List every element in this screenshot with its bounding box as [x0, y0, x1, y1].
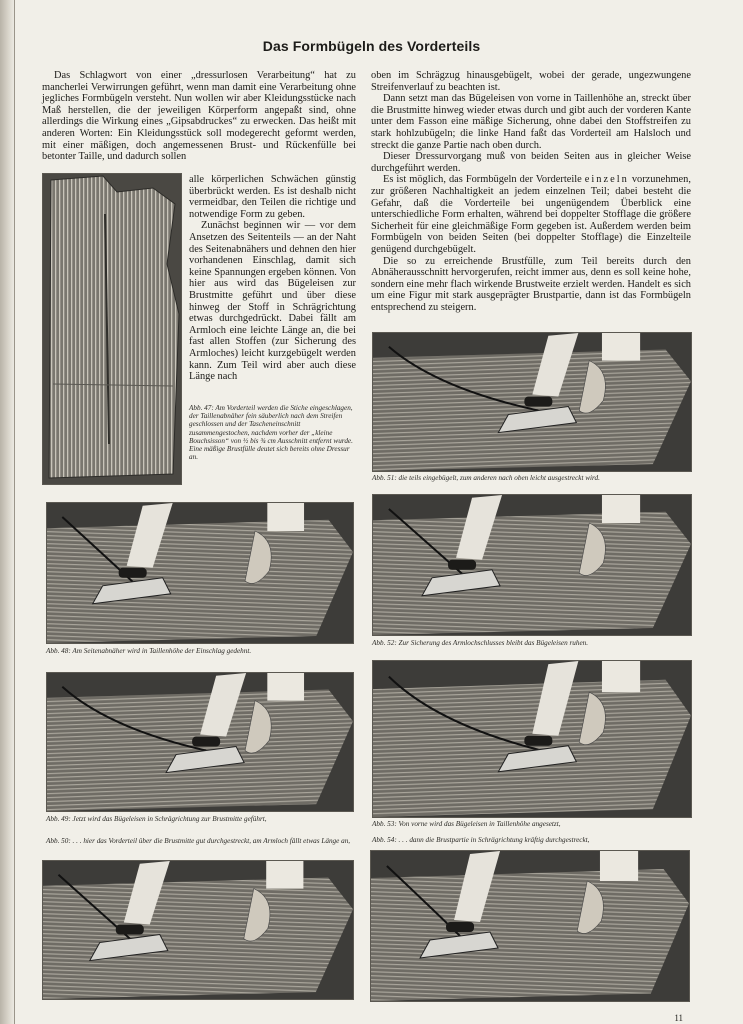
figure-50-caption: Abb. 50: . . . hier das Vorderteil über die Brustmitte gut durchgestreckt, am Armloch fällt etwas Länge an,	[46, 837, 351, 845]
figure-49-caption: Abb. 49: Jetzt wird das Bügeleisen in Schrägrichtung zur Brustmitte geführt,	[46, 815, 267, 823]
figure-52-caption: Abb. 52: Zur Sicherung des Armlochschlusses bleibt das Bügeleisen ruhen.	[372, 639, 589, 647]
figure-50-photo	[42, 860, 354, 1000]
page-binding-edge	[14, 0, 15, 1024]
paragraph: oben im Schrägzug hinausgebügelt, wobei der gerade, ungezwungene Streifenverlauf zu beachten ist.	[371, 70, 691, 93]
page-binding-shadow	[0, 0, 14, 1024]
paragraph-part: Es ist möglich, das Formbügeln der Vorderteile	[383, 174, 582, 186]
figure-47-photo	[42, 173, 182, 485]
page-title: Das Formbügeln des Vorderteils	[262, 38, 481, 54]
paragraph: Dann setzt man das Bügeleisen von vorne in Taillenhöhe an, streckt über die Brustmitte hinweg wieder etwas durch und gibt auch der vorderen Kante unter dem Fasson eine mäßige Sicherung, ohne dabei den Stoffstreifen zu stark hohlzubügeln; die linke Hand faßt das Vorderteil am Halsloch und streckt die ganze Partie nach oben durch.	[371, 93, 691, 151]
left-column-wrap	[189, 174, 356, 383]
figure-48-photo	[46, 502, 354, 644]
paragraph: Zunächst beginnen wir — vor dem Ansetzen des Seitenteils — an der Naht des Seitenabnähers und dehnen den hier vorhandenen Einschlag, damit sich keine Spannungen ergeben können. Von hier aus wird das Bügeleisen zur Brustmitte geführt und über diese hinweg der Stoff in Schrägrichtung etwas durchgedrückt. Dabei fällt am Armloch eine leichte Länge an, die bei fast allen Stoffen (zur Sicherung des Armloches) leicht kurzgebügelt werden kann. Zum Teil wird aber auch diese Länge nach	[189, 220, 356, 383]
figure-54-caption: Abb. 54: . . . dann die Brustpartie in Schrägrichtung kräftig durchgestreckt,	[372, 836, 590, 844]
paragraph: alle körperlichen Schwächen günstig überbrückt werden. Es ist deshalb nicht vermeidbar, den Teilen die richtige und notwendige Form zu geben.	[189, 174, 356, 220]
left-column-intro	[42, 70, 356, 163]
page-number: 11	[674, 1013, 683, 1023]
figure-53-caption: Abb. 53: Von vorne wird das Bügeleisen in Taillenhöhe angesetzt,	[372, 820, 561, 828]
figure-48-caption: Abb. 48: Am Seitenabnäher wird in Taillenhöhe der Einschlag gedehnt.	[46, 647, 252, 655]
paragraph: Das Schlagwort von einer „dressurlosen Verarbeitung“ hat zu mancherlei Verwirrungen geführt, wenn man damit eine Verarbeitung ohne jegliches Formbügeln versteht. Nun wollen wir aber Kleidungsstücke nach Maß herstellen, die der jeweiligen Körperform angepaßt sind, ohne allerdings die Wirkung eines „Gipsabdruckes“ zu erwecken. Das heißt mit anderen Worten: Ein Kleidungsstück soll modegerecht geformt werden, mit einer mäßigen, doch angemessenen Brust- und Rückenfülle bei betonter Taille, und dadurch sollen	[42, 70, 356, 163]
figure-51-caption: Abb. 51: die teils eingebügelt, zum anderen nach oben leicht ausgestreckt wird.	[372, 474, 600, 482]
figure-52-photo	[372, 494, 692, 636]
figure-49-photo	[46, 672, 354, 812]
paragraph: Die so zu erreichende Brustfülle, zum Teil bereits durch den Abnäherausschnitt hervorgerufen, reicht immer aus, denn es soll keine hohe, sondern eine mehr flach wirkende Brustweite erzielt werden. Handelt es sich um eine Figur mit stark ausgeprägter Brustpartie, dann ist das Formbügeln entsprechend zu steigern.	[371, 255, 691, 313]
figure-47-caption: Abb. 47: Am Vorderteil werden die Stiche eingeschlagen, der Taillenabnäher fein säuberlich nach dem Streifen geschlossen und der Tascheneinschnitt zusammengestochen, nachdem vorher der „kleine Bouchsisson“ von ½ bis ¾ cm Ausschnitt entfernt wurde. Eine mäßige Brustfülle deutet sich bereits ohne Dressur an.	[189, 404, 353, 462]
right-column-text	[371, 70, 691, 313]
paragraph-part: vorzunehmen, zur größeren Nachhaltigkeit an jedem einzelnen Teil; dabei besteht die Gefahr, daß die Vorderteile bei ungenügendem Überblick eine unterschiedliche Form erhalten, während bei doppelter Stofflage die größere Sicherheit für eine gleichmäßige Form gegeben ist. Außerdem werden beim Formbügeln von beiden Seiten (bei doppelter Stofflage) die Einzelteile genügend durchgebügelt.	[371, 174, 691, 255]
paragraph	[371, 174, 691, 255]
emphasis-spaced: einzeln	[584, 174, 629, 186]
figure-53-photo	[372, 660, 692, 818]
figure-51-photo	[372, 332, 692, 472]
paragraph: Dieser Dressurvorgang muß von beiden Seiten aus in gleicher Weise durchgeführt werden.	[371, 151, 691, 174]
figure-54-photo	[370, 850, 690, 1002]
